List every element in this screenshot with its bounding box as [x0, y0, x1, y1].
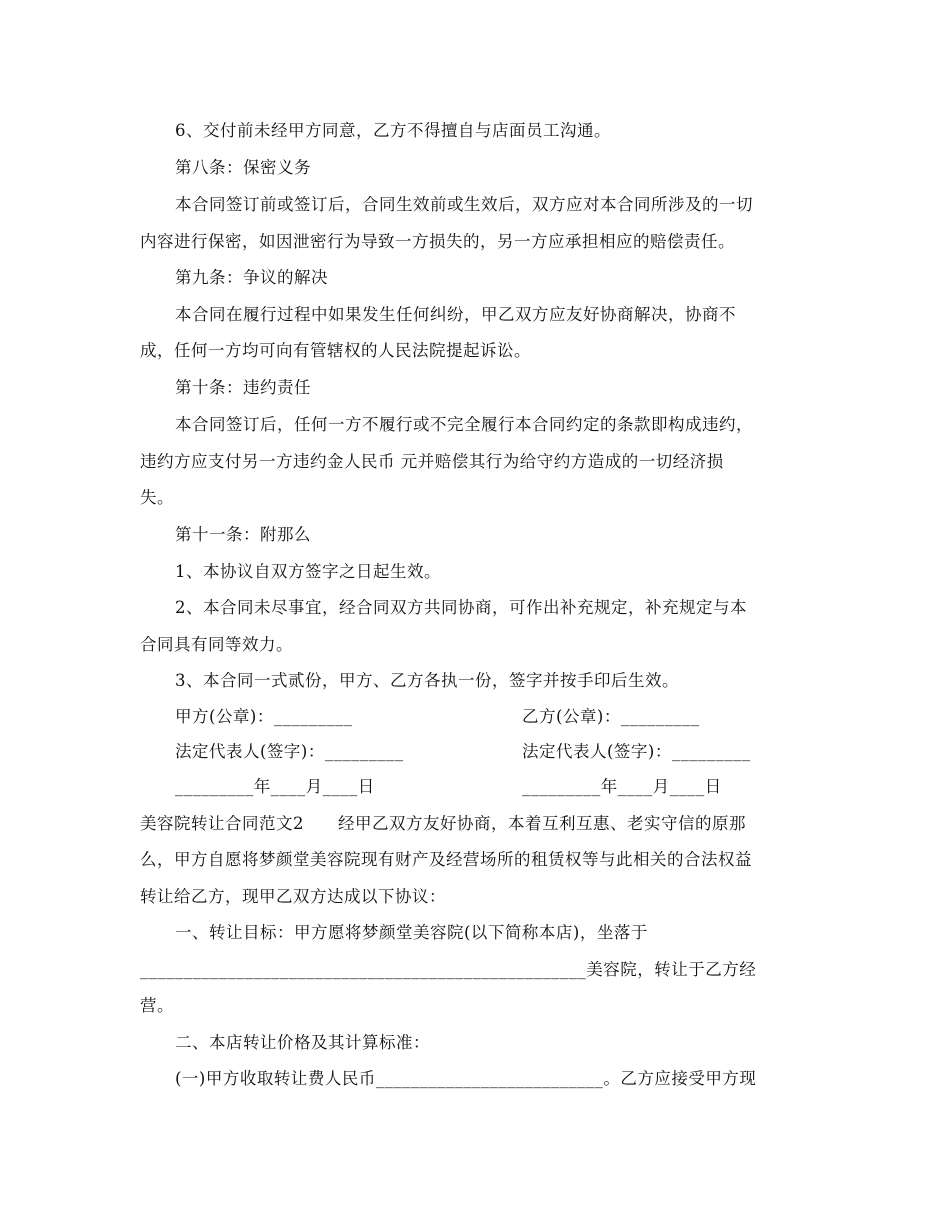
- text-line: 内容进行保密，如因泄密行为导致一方损失的，另一方应承担相应的赔偿责任。: [140, 232, 735, 251]
- text-line: 美容院转让合同范文2 经甲乙双方友好协商，本着互利互惠、老实守信的原那: [140, 814, 746, 833]
- text-line: 营。: [140, 996, 174, 1015]
- party-a-date-field: _________年____月____日: [175, 777, 375, 796]
- text-line: 3、本合同一式贰份，甲方、乙方各执一份，签字并按手印后生效。: [175, 671, 679, 690]
- text-line: 转让给乙方，现甲乙双方达成以下协议：: [140, 887, 446, 906]
- text-line: 本合同签订前或签订后，合同生效前或生效后，双方应对本合同所涉及的一切: [175, 195, 753, 214]
- section-heading: 第九条：争议的解决: [175, 268, 328, 287]
- party-b-seal-field: 乙方(公章)：_________: [522, 707, 700, 726]
- text-line: (一)甲方收取转让费人民币__________________________。乙方应接受甲方现: [175, 1069, 757, 1088]
- section-heading: 第八条：保密义务: [175, 158, 311, 177]
- party-a-seal-field: 甲方(公章)：_________: [175, 707, 353, 726]
- section-heading: 第十一条：附那么: [175, 525, 311, 544]
- text-line: 2、本合同未尽事宜，经合同双方共同协商，可作出补充规定，补充规定与本: [175, 598, 747, 617]
- section-heading: 第十条：违约责任: [175, 378, 311, 397]
- party-b-representative-field: 法定代表人(签字)：_________: [522, 742, 751, 761]
- text-line: 合同具有同等效力。: [140, 635, 293, 654]
- text-line: 成，任何一方均可向有管辖权的人民法院提起诉讼。: [140, 341, 531, 360]
- text-line: 本合同在履行过程中如果发生任何纠纷，甲乙双方应友好协商解决，协商不: [175, 305, 736, 324]
- text-line: 本合同签订后，任何一方不履行或不完全履行本合同约定的条款即构成违约，: [175, 415, 753, 434]
- party-a-representative-field: 法定代表人(签字)：_________: [175, 742, 404, 761]
- text-line: 6、交付前未经甲方同意，乙方不得擅自与店面员工沟通。: [175, 121, 611, 140]
- text-line: 1、本协议自双方签字之日起生效。: [175, 562, 441, 581]
- section-heading: 二、本店转让价格及其计算标准：: [175, 1033, 430, 1052]
- text-line: 一、转让目标：甲方愿将梦颜堂美容院(以下简称本店)，坐落于: [175, 923, 648, 942]
- text-line: 么，甲方自愿将梦颜堂美容院现有财产及经营场所的租赁权等与此相关的合法权益: [140, 850, 752, 869]
- party-b-date-field: _________年____月____日: [522, 777, 722, 796]
- text-line: 违约方应支付另一方违约金人民币 元并赔偿其行为给守约方造成的一切经济损: [140, 452, 724, 471]
- text-line: ___________________________________________________美容院，转让于乙方经: [140, 960, 757, 979]
- text-line: 失。: [140, 488, 174, 507]
